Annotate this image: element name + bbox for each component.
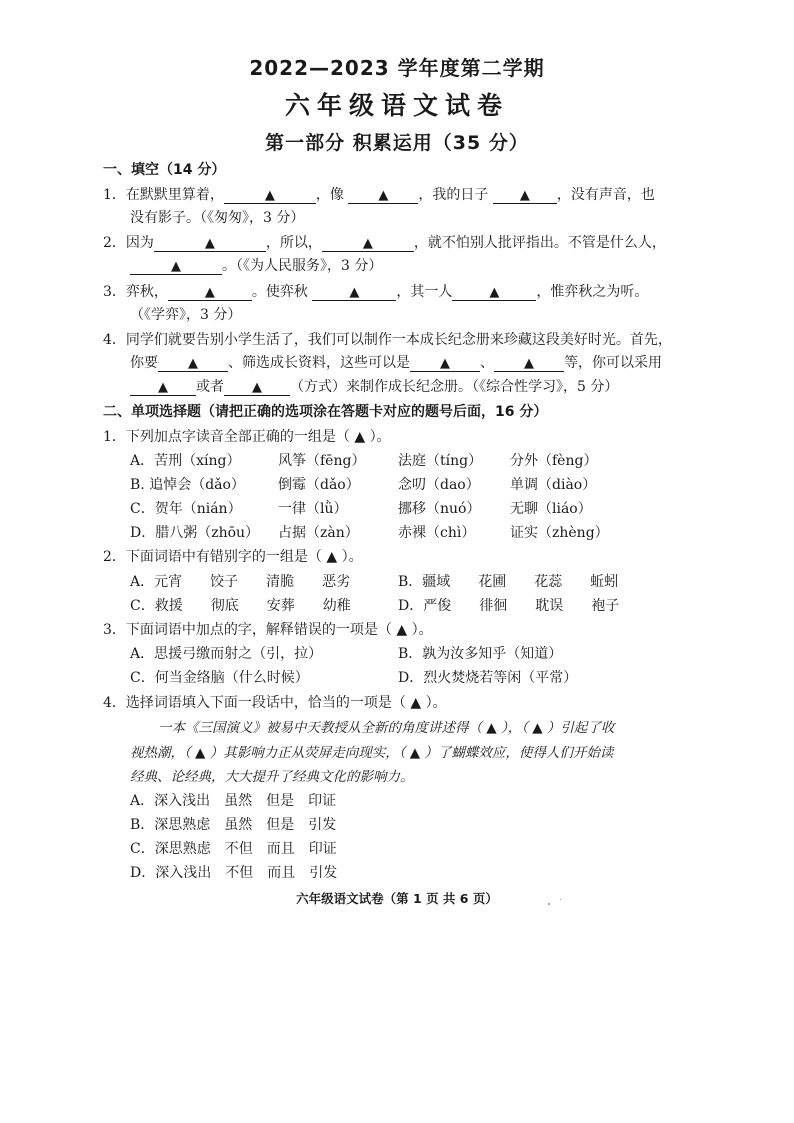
mc-q3-option-b: B．孰为汝多知乎（知道） <box>398 646 563 662</box>
part-heading: 第一部分 积累运用（35 分） <box>265 132 529 154</box>
answer-blank[interactable]: ▲ <box>493 187 557 204</box>
answer-blank[interactable]: ▲ <box>158 355 228 372</box>
answer-blank[interactable]: ▲ <box>410 355 480 372</box>
mc-q3-stem: 3．下面词语中加点的字，解释错误的一项是（ ▲ ）。 <box>103 622 433 638</box>
mc-q1-a3: 法庭（tíng） <box>398 453 483 469</box>
mc-q2-option-b: B．疆域 花圃 花蕊 蚯蚓 <box>398 574 619 590</box>
mc-q1-c3: 挪移（nuó） <box>398 501 481 517</box>
answer-blank[interactable]: ▲ <box>168 284 252 301</box>
mc-q4-option-a: A．深入浅出 虽然 但是 印证 <box>130 793 337 809</box>
mc-q2-stem: 2．下面词语中有错别字的一组是（ ▲ ）。 <box>103 549 363 565</box>
mc-q4-option-b: B．深思熟虑 虽然 但是 引发 <box>130 817 337 833</box>
mc-q4-stem: 4．选择词语填入下面一段话中，恰当的一项是（ ▲ ）。 <box>103 695 447 711</box>
answer-blank[interactable]: ▲ <box>130 379 196 396</box>
mc-q1-stem: 1．下列加点字读音全部正确的一组是（ ▲ ）。 <box>103 429 391 445</box>
mc-q1-d2: 占据（zàn） <box>278 525 359 541</box>
term-heading: 2022—2023 学年度第二学期 <box>249 56 545 80</box>
answer-blank[interactable]: ▲ <box>154 235 266 252</box>
fill-q4-line3: ▲ 或者 ▲ （方式）来制作成长纪念册。（《综合性学习》，5 分） <box>130 377 700 397</box>
fill-q2-line1: 2．因为 ▲ ，所以， ▲ ，就不怕别人批评指出。不管是什么人， <box>103 235 666 251</box>
mc-q1-c1: C．贺年（nián） <box>130 501 242 517</box>
fill-q1-line1: 1．在默默里算着， ▲ ，像 ▲ ，我的日子 ▲ ，没有声音，也 <box>103 187 655 203</box>
mc-q1-b1: B. 追悼会（dǎo） <box>130 477 245 493</box>
mc-q4-passage-line2: 视热潮，（ ▲ ）其影响力正从荧屏走向现实，（ ▲ ）了蝴蝶效应，使得人们开始读 <box>130 745 614 761</box>
mc-q2-option-d: D．严俊 徘徊 耽误 袍子 <box>398 598 620 614</box>
answer-blank[interactable]: ▲ <box>224 187 316 204</box>
exam-title: 六年级语文试卷 <box>284 91 509 120</box>
mc-q1-b3: 念叨（dao） <box>398 477 480 493</box>
answer-blank[interactable]: ▲ <box>348 187 418 204</box>
mc-q4-option-c: C．深思熟虑 不但 而且 印证 <box>130 841 337 857</box>
fill-q4-line1: 4．同学们就要告别小学生活了，我们可以制作一本成长纪念册来珍藏这段美好时光。首先， <box>103 332 672 348</box>
mc-q1-c4: 无聊（liáo） <box>510 501 592 517</box>
mc-q1-a4: 分外（fèng） <box>510 453 598 469</box>
mc-q1-b4: 单调（diào） <box>510 477 597 493</box>
scan-speck <box>548 903 550 905</box>
mc-q3-option-d: D．烈火焚烧若等闲（平常） <box>398 670 578 686</box>
mc-q1-c2: 一律（lǜ） <box>278 501 348 517</box>
mc-q1-a2: 风筝（fēng） <box>278 453 366 469</box>
mc-q4-passage-line1: 一本《三国演义》被易中天教授从全新的角度讲述得（ ▲ ），（ ▲ ）引起了收 <box>158 720 615 736</box>
mc-q3-option-c: C．何当金络脑（什么时候） <box>130 670 309 686</box>
mc-q1-d4: 证实（zhèng） <box>510 525 609 541</box>
answer-blank[interactable]: ▲ <box>312 284 396 301</box>
section-2-title: 二、单项选择题（请把正确的选项涂在答题卡对应的题号后面，16 分） <box>103 404 548 420</box>
page-footer: 六年级语文试卷（第 1 页 共 6 页） <box>296 891 498 906</box>
answer-blank[interactable]: ▲ <box>494 355 564 372</box>
fill-q4-line2: 你要 ▲ 、筛选成长资料，这些可以是 ▲ 、 ▲ 等，你可以采用 <box>130 355 662 371</box>
mc-q2-option-c: C．救援 彻底 安葬 幼稚 <box>130 598 351 614</box>
mc-q1-b2: 倒霉（dǎo） <box>278 477 360 493</box>
q-number: 1． <box>103 187 126 203</box>
fill-q2-line2: ▲ 。（《为人民服务》，3 分） <box>130 256 700 276</box>
mc-q4-option-d: D．深入浅出 不但 而且 引发 <box>130 865 338 881</box>
scan-speck <box>560 899 561 900</box>
mc-q1-d3: 赤裸（chì） <box>398 525 476 541</box>
answer-blank[interactable]: ▲ <box>322 235 414 252</box>
mc-q1-d1: D．腊八粥（zhōu） <box>130 525 260 541</box>
mc-q1-a1: A．苦刑（xíng） <box>130 453 241 469</box>
mc-q4-passage-line3: 经典、论经典，大大提升了经典文化的影响力。 <box>130 769 414 785</box>
answer-blank[interactable]: ▲ <box>452 284 536 301</box>
mc-q3-option-a: A．思援弓缴而射之（引，拉） <box>130 646 323 662</box>
fill-q3-line2: （《学弈》，3 分） <box>130 307 242 323</box>
section-1-title: 一、填空（14 分） <box>103 162 226 178</box>
fill-q1-line2: 没有影子。（《匆匆》，3 分） <box>130 210 305 226</box>
answer-blank[interactable]: ▲ <box>224 379 290 396</box>
answer-blank[interactable]: ▲ <box>130 258 222 275</box>
fill-q3-line1: 3．弈秋， ▲ 。使弈秋 ▲ ，其一人 ▲ ，惟弈秋之为听。 <box>103 284 649 300</box>
mc-q2-option-a: A．元宵 饺子 清脆 恶劣 <box>130 574 351 590</box>
